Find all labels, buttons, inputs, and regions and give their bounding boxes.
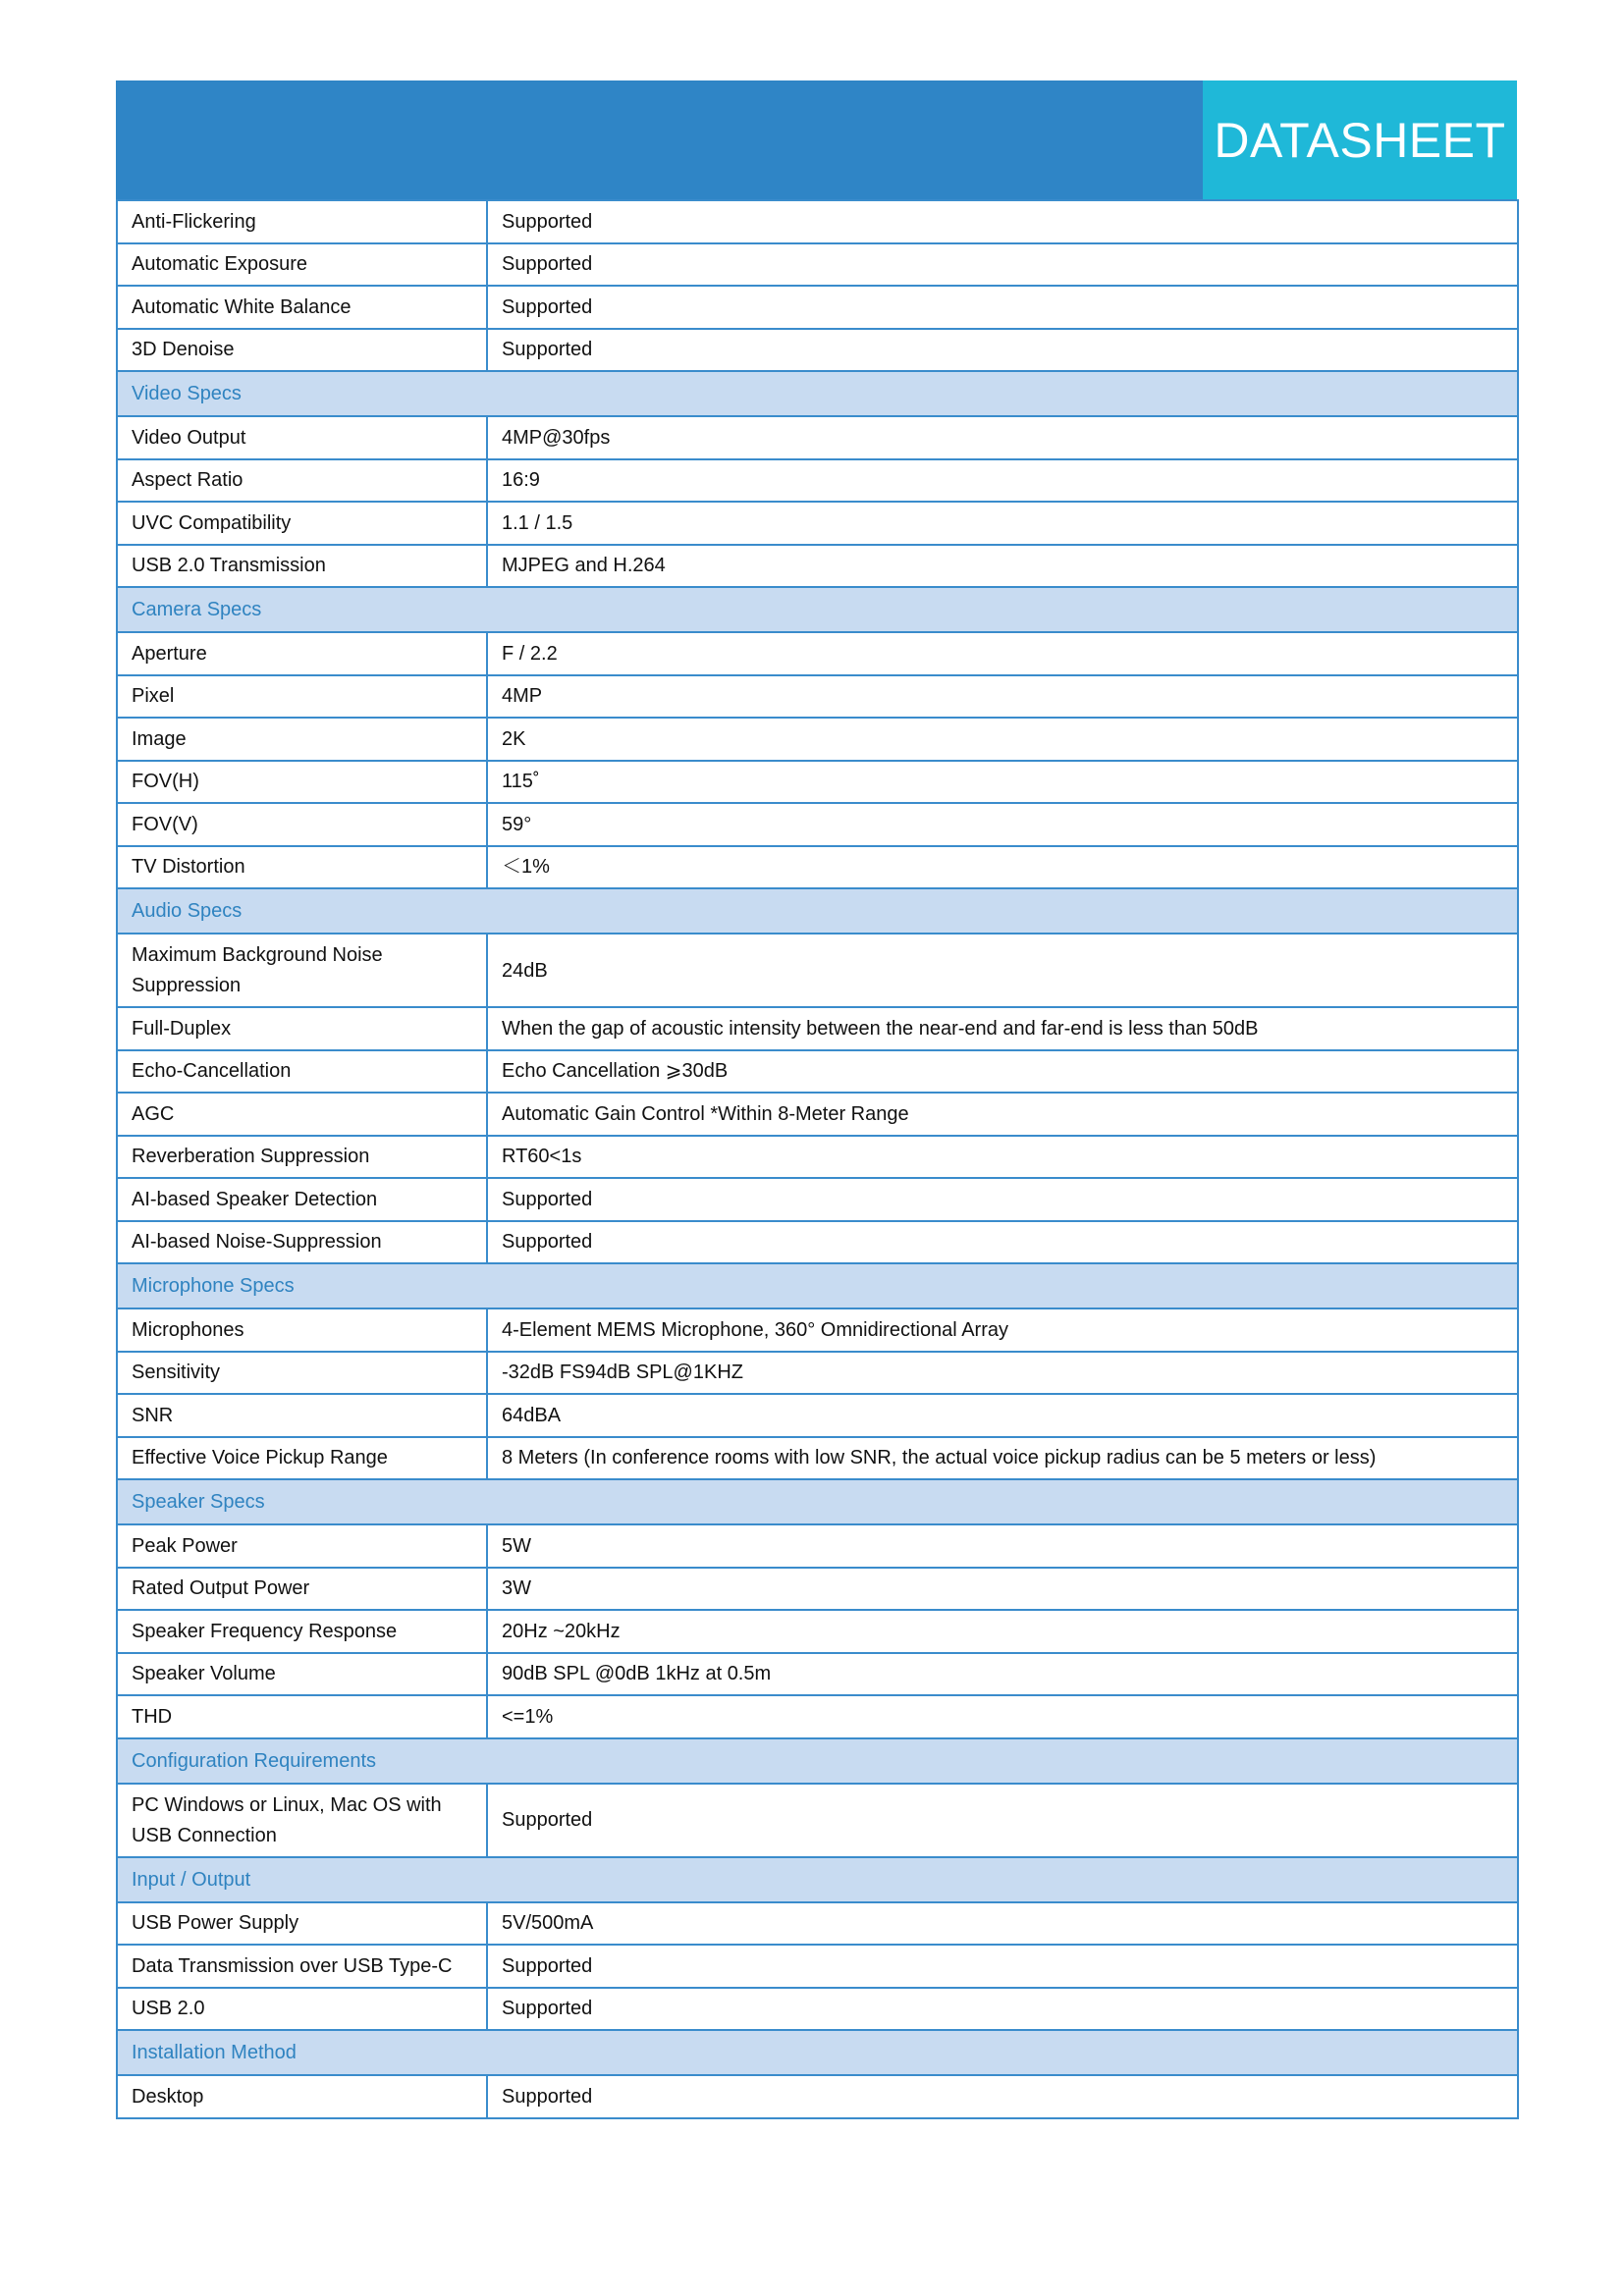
spec-row [117,545,1518,588]
section-header-row [117,1738,1518,1784]
spec-row [117,1945,1518,1988]
spec-table [116,199,1519,2119]
section-title: Configuration Requirements [117,1738,1518,1784]
spec-label: Speaker Volume [117,1653,487,1696]
spec-label: TV Distortion [117,846,487,889]
spec-value: 115˚ [487,761,1518,804]
spec-row [117,632,1518,675]
spec-label: USB 2.0 [117,1988,487,2031]
spec-row [117,1524,1518,1568]
spec-label: Automatic Exposure [117,243,487,287]
section-title: Speaker Specs [117,1479,1518,1524]
spec-label: UVC Compatibility [117,502,487,545]
section-title: Camera Specs [117,587,1518,632]
section-title: Installation Method [117,2030,1518,2075]
spec-label: Desktop [117,2075,487,2118]
spec-label: Video Output [117,416,487,459]
spec-row [117,502,1518,545]
spec-value: 5W [487,1524,1518,1568]
spec-value: 59° [487,803,1518,846]
spec-value: 64dBA [487,1394,1518,1437]
datasheet-header-bar [116,80,1517,199]
spec-label: Speaker Frequency Response [117,1610,487,1653]
spec-row [117,2075,1518,2118]
spec-label: SNR [117,1394,487,1437]
spec-value: <=1% [487,1695,1518,1738]
spec-label: Full-Duplex [117,1007,487,1050]
spec-row [117,1050,1518,1094]
section-header-row [117,587,1518,632]
spec-value: 4-Element MEMS Microphone, 360° Omnidirectional Array [487,1308,1518,1352]
spec-value: Supported [487,1178,1518,1221]
spec-value: Supported [487,1221,1518,1264]
section-title: Microphone Specs [117,1263,1518,1308]
spec-row [117,200,1518,243]
spec-value: 3W [487,1568,1518,1611]
section-header-row [117,1263,1518,1308]
spec-label: USB Power Supply [117,1902,487,1946]
spec-value: 4MP@30fps [487,416,1518,459]
spec-row [117,846,1518,889]
spec-label: FOV(V) [117,803,487,846]
section-header-row [117,1857,1518,1902]
spec-row [117,1308,1518,1352]
spec-label: Microphones [117,1308,487,1352]
spec-label: 3D Denoise [117,329,487,372]
datasheet-title: DATASHEET [1214,112,1506,168]
spec-row [117,1394,1518,1437]
spec-value: Supported [487,1988,1518,2031]
spec-value: 8 Meters (In conference rooms with low SNR, the actual voice pickup radius can be 5 meters or less) [487,1437,1518,1480]
spec-value: When the gap of acoustic intensity between the near-end and far-end is less than 50dB [487,1007,1518,1050]
spec-value: Supported [487,243,1518,287]
spec-value: 24dB [487,934,1518,1007]
section-header-row [117,371,1518,416]
spec-row [117,243,1518,287]
spec-table-body [117,200,1518,2118]
spec-label: Sensitivity [117,1352,487,1395]
spec-value: MJPEG and H.264 [487,545,1518,588]
spec-row [117,1695,1518,1738]
spec-value: Automatic Gain Control *Within 8-Meter Range [487,1093,1518,1136]
spec-value: F / 2.2 [487,632,1518,675]
spec-label: Automatic White Balance [117,286,487,329]
section-header-row [117,1479,1518,1524]
spec-label: Data Transmission over USB Type-C [117,1945,487,1988]
spec-value: Supported [487,200,1518,243]
spec-row [117,1352,1518,1395]
spec-value: ＜1% [487,846,1518,889]
section-header-row [117,888,1518,934]
spec-value: 16:9 [487,459,1518,503]
section-title: Input / Output [117,1857,1518,1902]
spec-row [117,1437,1518,1480]
spec-row [117,1653,1518,1696]
spec-value: 5V/500mA [487,1902,1518,1946]
spec-row [117,718,1518,761]
spec-label: Echo-Cancellation [117,1050,487,1094]
spec-value: 90dB SPL @0dB 1kHz at 0.5m [487,1653,1518,1696]
spec-label: Effective Voice Pickup Range [117,1437,487,1480]
spec-row [117,459,1518,503]
spec-value: 20Hz ~20kHz [487,1610,1518,1653]
spec-value: -32dB FS94dB SPL@1KHZ [487,1352,1518,1395]
spec-row [117,1007,1518,1050]
spec-label: Pixel [117,675,487,719]
spec-value: 1.1 / 1.5 [487,502,1518,545]
spec-value: Supported [487,1784,1518,1857]
spec-row [117,1178,1518,1221]
spec-label: PC Windows or Linux, Mac OS with USB Connection [117,1784,487,1857]
spec-label: Rated Output Power [117,1568,487,1611]
spec-row [117,1568,1518,1611]
spec-row [117,416,1518,459]
spec-row [117,1093,1518,1136]
spec-value: Supported [487,2075,1518,2118]
spec-label: Reverberation Suppression [117,1136,487,1179]
spec-label: Maximum Background Noise Suppression [117,934,487,1007]
section-title: Audio Specs [117,888,1518,934]
spec-value: RT60<1s [487,1136,1518,1179]
spec-row [117,934,1518,1007]
spec-value: 2K [487,718,1518,761]
spec-value: Supported [487,1945,1518,1988]
spec-value: Echo Cancellation ⩾30dB [487,1050,1518,1094]
spec-label: Peak Power [117,1524,487,1568]
spec-row [117,329,1518,372]
spec-label: AI-based Noise-Suppression [117,1221,487,1264]
spec-value: Supported [487,329,1518,372]
spec-row [117,1221,1518,1264]
spec-row [117,1988,1518,2031]
spec-label: Anti-Flickering [117,200,487,243]
spec-label: Image [117,718,487,761]
spec-label: THD [117,1695,487,1738]
section-title: Video Specs [117,371,1518,416]
spec-label: Aspect Ratio [117,459,487,503]
spec-row [117,803,1518,846]
spec-label: USB 2.0 Transmission [117,545,487,588]
datasheet-tag [1203,80,1517,199]
spec-row [117,1784,1518,1857]
spec-value: Supported [487,286,1518,329]
spec-value: 4MP [487,675,1518,719]
spec-label: Aperture [117,632,487,675]
spec-row [117,1136,1518,1179]
spec-label: AGC [117,1093,487,1136]
spec-label: AI-based Speaker Detection [117,1178,487,1221]
spec-row [117,675,1518,719]
spec-row [117,286,1518,329]
spec-row [117,1610,1518,1653]
spec-row [117,761,1518,804]
section-header-row [117,2030,1518,2075]
spec-row [117,1902,1518,1946]
spec-label: FOV(H) [117,761,487,804]
